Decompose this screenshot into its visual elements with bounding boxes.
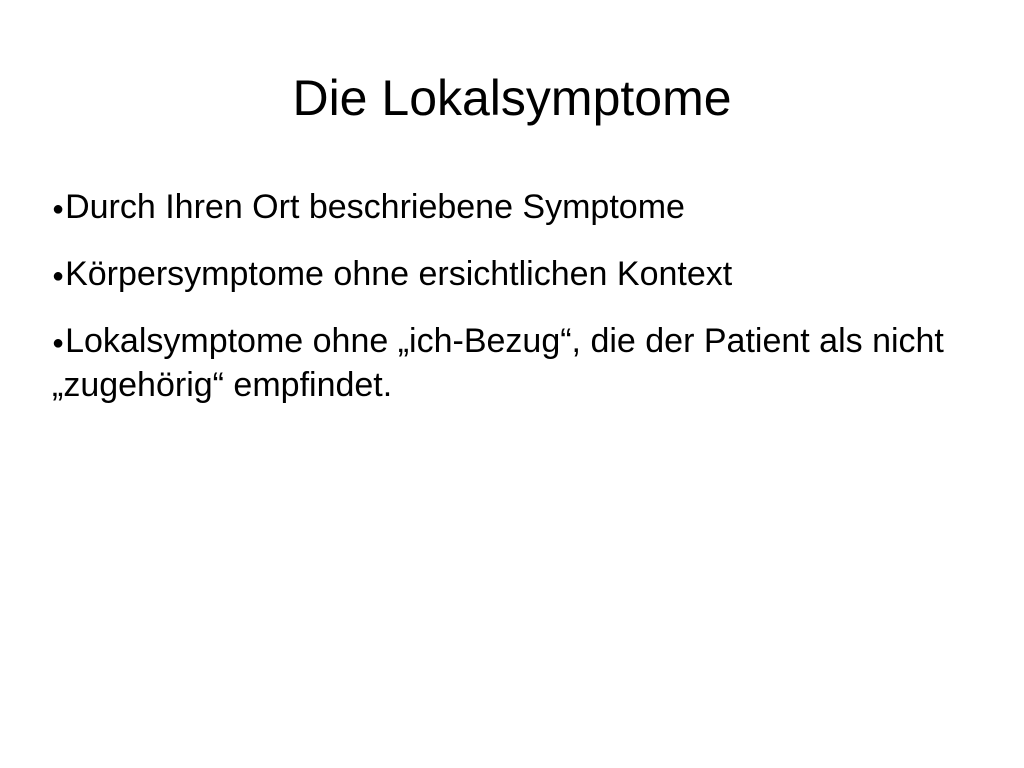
bullet-text: Durch Ihren Ort beschriebene Symptome [65,188,685,226]
bullet-dot-icon: ● [52,265,65,287]
slide-title: Die Lokalsymptome [292,70,732,126]
bullet-text: Lokalsymptome ohne „ich-Bezug“, die der Patient als nicht „zugehörig“ empfindet. [52,322,944,404]
bullet-dot-icon: ● [52,332,65,354]
bullet-item [52,253,992,297]
bullet-dot-icon: ● [52,198,65,220]
bullet-list [52,186,992,429]
bullet-item [52,186,992,230]
bullet-item [52,320,992,406]
bullet-text: Körpersymptome ohne ersichtlichen Kontext [65,255,733,293]
